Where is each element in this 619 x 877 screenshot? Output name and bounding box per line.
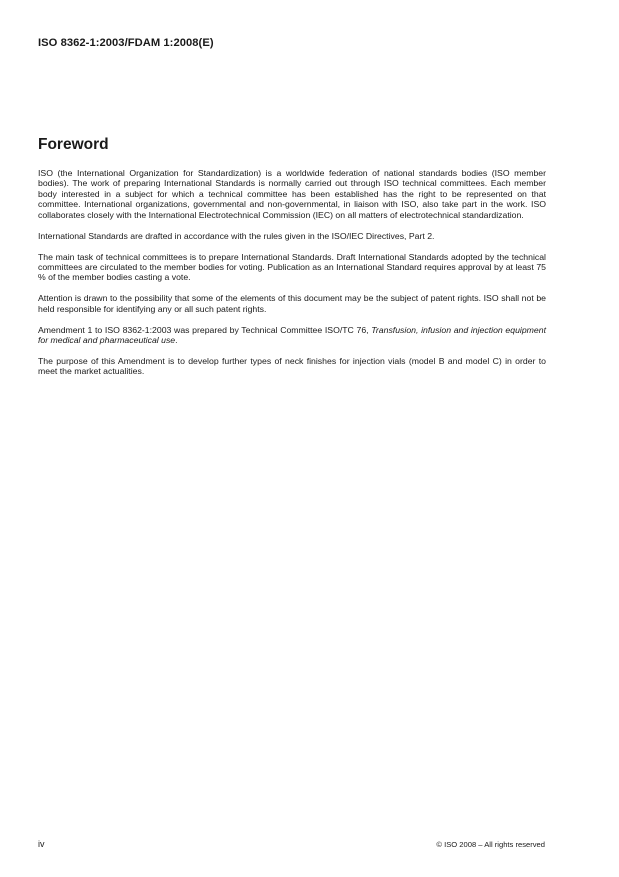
committee-title-italic: Transfusion, infusion and injection equipment for medical and pharmaceutical use (38, 324, 546, 345)
section-title: Foreword (38, 136, 109, 153)
page-number: iv (38, 839, 45, 849)
paragraph-amendment-preparation (38, 325, 546, 346)
paragraph-patent-rights: Attention is drawn to the possibility that some of the elements of this document may be the subject of patent rights. ISO shall not be held responsible for identifying any or all such patent rights. (38, 293, 546, 314)
paragraph-committee-task: The main task of technical committees is to prepare International Standards. Draft International Standards adopted by the technical committees are circulated to the member bodies for voting. Publication as an International Standard requires approval by at least 75 % of the member bodies casting a vote. (38, 251, 546, 283)
copyright-notice: © ISO 2008 – All rights reserved (436, 840, 545, 849)
paragraph-iso-overview: ISO (the International Organization for Standardization) is a worldwide federation of national standards bodies (ISO member bodies). The work of preparing International Standards is normally carried out through ISO technical committees. Each member body interested in a subject for which a technical committee has been established has the right to be represented on that committee. International organizations, governmental and non-governmental, in liaison with ISO, also take part in the work. ISO collaborates closely with the International Electrotechnical Commission (IEC) on all matters of electrotechnical standardization. (38, 168, 546, 220)
amendment-text: Amendment 1 to ISO 8362-1:2003 was prepared by Technical Committee ISO/TC 76, (38, 324, 372, 335)
amendment-text-end: . (175, 335, 178, 345)
foreword-body (38, 168, 546, 387)
paragraph-drafting-rules: International Standards are drafted in accordance with the rules given in the ISO/IEC Directives, Part 2. (38, 230, 435, 241)
document-id-header: ISO 8362-1:2003/FDAM 1:2008(E) (38, 37, 214, 49)
paragraph-amendment-purpose: The purpose of this Amendment is to develop further types of neck finishes for injection vials (model B and model C) in order to meet the market actualities. (38, 355, 546, 377)
